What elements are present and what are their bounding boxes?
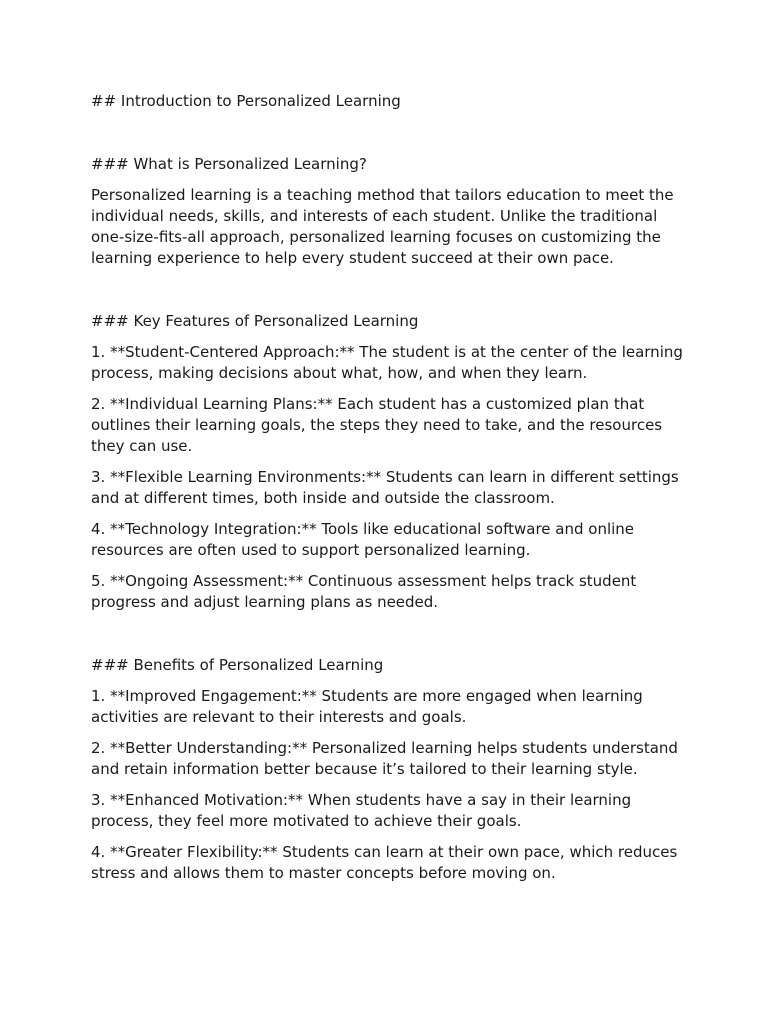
section-heading: ### Benefits of Personalized Learning bbox=[91, 656, 384, 674]
list-item: 1. **Student-Centered Approach:** The student is at the center of the learning process, making decisions about what, how, and when they learn. bbox=[91, 343, 683, 382]
list-item: 4. **Technology Integration:** Tools like educational software and online resources are often used to support personalized learning. bbox=[91, 520, 635, 559]
section-key-features bbox=[91, 311, 691, 613]
list-item: 1. **Improved Engagement:** Students are more engaged when learning activities are relevant to their interests and goals. bbox=[91, 687, 643, 726]
document-title: ## Introduction to Personalized Learning bbox=[91, 92, 401, 110]
list-item: 2. **Individual Learning Plans:** Each student has a customized plan that outlines their learning goals, the steps they need to take, and the resources they can use. bbox=[91, 395, 663, 455]
section-heading: ### Key Features of Personalized Learning bbox=[91, 312, 419, 330]
list-item: 5. **Ongoing Assessment:** Continuous assessment helps track student progress and adjust learning plans as needed. bbox=[91, 572, 637, 611]
paragraph: Personalized learning is a teaching method that tailors education to meet the individual needs, skills, and interests of each student. Unlike the traditional one-size-fits-all approach, personalized learning focuses on customizing the learning experience to help every student succeed at their own pace. bbox=[91, 186, 674, 267]
section-what-is bbox=[91, 154, 691, 269]
list-item: 2. **Better Understanding:** Personalized learning helps students understand and retain information better because it’s tailored to their learning style. bbox=[91, 739, 678, 778]
section-spacer bbox=[91, 279, 691, 311]
list-item: 3. **Enhanced Motivation:** When students have a say in their learning process, they feel more motivated to achieve their goals. bbox=[91, 791, 632, 830]
list-item: 3. **Flexible Learning Environments:** Students can learn in different settings and at different times, both inside and outside the classroom. bbox=[91, 468, 679, 507]
document-page bbox=[91, 91, 691, 894]
section-heading: ### What is Personalized Learning? bbox=[91, 155, 367, 173]
section-benefits bbox=[91, 655, 691, 884]
section-spacer bbox=[91, 623, 691, 655]
list-item: 4. **Greater Flexibility:** Students can learn at their own pace, which reduces stress and allows them to master concepts before moving on. bbox=[91, 843, 678, 882]
